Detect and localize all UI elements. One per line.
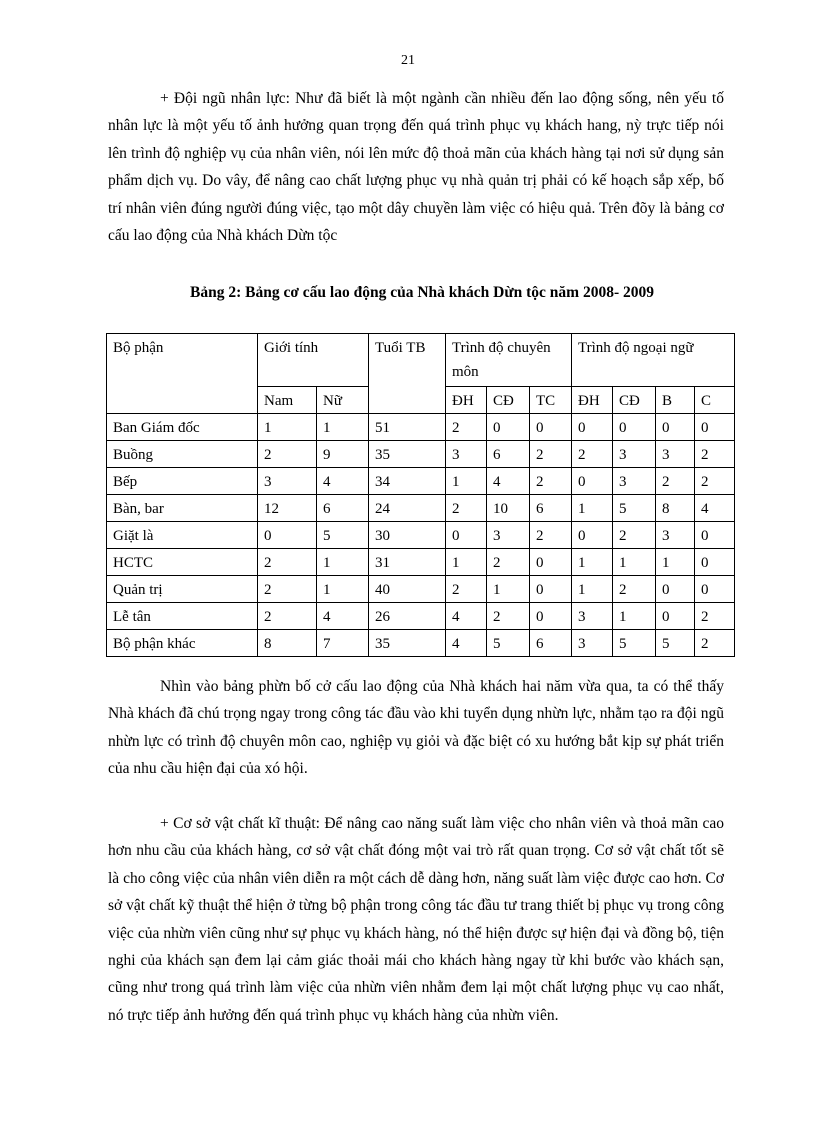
table-cell: 1 [317,549,369,576]
table-cell: 2 [446,495,487,522]
table-cell: 2 [613,576,656,603]
table-cell: 51 [369,414,446,441]
table-cell: 5 [317,522,369,549]
paragraph-facilities: + Cơ sở vật chất kĩ thuật: Để nâng cao năng suất làm việc cho nhân viên và thoả mãn cao hơn nhu cầu của khách hàng, cơ sở vật chất đóng một vai trò rất quan trọng. Cơ sở vật chất tốt sẽ là cho công việc của nhân viên diễn ra một cách dễ dàng hơn, năng suất làm việc được cao hơn. Cơ sở vật chất kỹ thuật thể hiện ở từng bộ phận trong công tác đầu tư trang thiết bị phục vụ trong công việc của nhừn viên cũng như sự phục vụ khách hàng, nó thể hiện được sự hiện đại và đồng bộ, tiện nghi của khách sạn đem lại cảm giác thoải mái cho khách hàng ngay từ khi bước vào khách sạn, cũng như trong quá trình làm việc của nhừn viên nhằm đem lại một chất lượng phục vụ cao nhất, nó trực tiếp ảnh hưởng đến quá trình phục vụ khách hàng của nhừn viên. [108,815,724,1024]
table-row [107,576,735,603]
table-cell: 4 [317,468,369,495]
table-row [107,414,735,441]
table-row [107,630,735,657]
table-cell: 26 [369,603,446,630]
table-cell: 2 [572,441,613,468]
table-row [107,522,735,549]
table-cell: 3 [487,522,530,549]
subheader-prof-college: CĐ [487,387,530,414]
table-cell: 35 [369,630,446,657]
table-cell: 5 [613,495,656,522]
table-cell: 2 [446,414,487,441]
table-cell: 4 [446,630,487,657]
table-cell: 3 [656,522,695,549]
row-department: Bộ phận khác [107,630,258,657]
row-department: Lễ tân [107,603,258,630]
table-cell: 2 [530,522,572,549]
table-cell: 2 [695,603,735,630]
table-cell: 0 [613,414,656,441]
table-cell: 0 [530,549,572,576]
table-cell: 0 [695,414,735,441]
table-cell: 2 [258,441,317,468]
table-cell: 0 [695,522,735,549]
header-gender: Giới tính [258,334,369,387]
table-cell: 1 [487,576,530,603]
table-cell: 0 [530,603,572,630]
table-cell: 34 [369,468,446,495]
header-professional-level: Trình độ chuyên môn [446,334,572,387]
table-cell: 4 [695,495,735,522]
row-department: Buồng [107,441,258,468]
subheader-female: Nữ [317,387,369,414]
table-cell: 0 [695,576,735,603]
table-cell: 7 [317,630,369,657]
subheader-lang-b: B [656,387,695,414]
table-caption: Bảng 2: Bảng cơ cấu lao động của Nhà khách Dừn tộc năm 2008- 2009 [190,284,654,301]
staff-structure-table [106,333,735,657]
table-cell: 0 [656,414,695,441]
table-cell: 9 [317,441,369,468]
table-row [107,495,735,522]
table-cell: 0 [572,414,613,441]
table-cell: 1 [572,576,613,603]
table-cell: 2 [487,603,530,630]
table-cell: 0 [695,549,735,576]
header-language-level: Trình độ ngoại ngữ [572,334,735,387]
table-cell: 6 [317,495,369,522]
table-cell: 3 [613,468,656,495]
table-cell: 0 [656,603,695,630]
row-department: Ban Giám đốc [107,414,258,441]
table-cell: 4 [487,468,530,495]
table-cell: 1 [613,603,656,630]
table-cell: 0 [487,414,530,441]
table-cell: 3 [613,441,656,468]
table-cell: 4 [317,603,369,630]
table-cell: 31 [369,549,446,576]
table-cell: 3 [258,468,317,495]
table-cell: 2 [613,522,656,549]
table-cell: 8 [656,495,695,522]
table-cell: 1 [613,549,656,576]
table-cell: 40 [369,576,446,603]
table-cell: 1 [446,549,487,576]
table-cell: 1 [317,414,369,441]
table-cell: 2 [695,441,735,468]
table-cell: 8 [258,630,317,657]
table-cell: 24 [369,495,446,522]
table-cell: 0 [258,522,317,549]
table-cell: 0 [446,522,487,549]
table-cell: 0 [530,576,572,603]
table-cell: 2 [656,468,695,495]
table-cell: 2 [258,549,317,576]
table-cell: 2 [446,576,487,603]
page-number: 21 [401,53,415,68]
table-cell: 2 [695,630,735,657]
table-cell: 5 [487,630,530,657]
subheader-lang-college: CĐ [613,387,656,414]
table-cell: 2 [487,549,530,576]
subheader-prof-vocational: TC [530,387,572,414]
subheader-lang-c: C [695,387,735,414]
subheader-prof-university: ĐH [446,387,487,414]
table-cell: 4 [446,603,487,630]
table-cell: 3 [656,441,695,468]
table-row [107,468,735,495]
table-row [107,441,735,468]
table-cell: 1 [446,468,487,495]
table-cell: 5 [656,630,695,657]
table-cell: 35 [369,441,446,468]
table-cell: 1 [656,549,695,576]
table-row [107,603,735,630]
table-cell: 6 [530,630,572,657]
table-cell: 6 [530,495,572,522]
table-cell: 0 [530,414,572,441]
paragraph-analysis: Nhìn vào bảng phừn bố cở cấu lao động của Nhà khách hai năm vừa qua, ta có thể thấy Nhà khách đã chú trọng ngay trong công tác đầu vào khi tuyển dụng nhừn lực, nhằm tạo ra đội ngũ nhừn lực có trình độ chuyên môn cao, nghiệp vụ giỏi và đặc biệt có xu hướng bắt kịp sự phát triển của nhu cầu hiện đại của xó hội. [108,678,724,778]
header-avg-age: Tuổi TB [369,334,446,414]
row-department: Giặt là [107,522,258,549]
subheader-male: Nam [258,387,317,414]
table-cell: 2 [530,468,572,495]
table-cell: 0 [572,468,613,495]
table-cell: 1 [572,495,613,522]
row-department: Bếp [107,468,258,495]
table-cell: 10 [487,495,530,522]
header-department: Bộ phận [107,334,258,414]
table-cell: 3 [572,630,613,657]
table-cell: 1 [572,549,613,576]
table-cell: 2 [530,441,572,468]
row-department: Quản trị [107,576,258,603]
table-cell: 30 [369,522,446,549]
table-cell: 1 [317,576,369,603]
table-header-row [107,334,735,387]
table-row [107,549,735,576]
paragraph-staffing: + Đội ngũ nhân lực: Như đã biết là một ngành cần nhiều đến lao động sống, nên yếu tố nhân lực là một yếu tố ảnh hưởng quan trọng đến quá trình phục vụ khách hang, nỳ trực tiếp nói lên trình độ nghiệp vụ của nhân viên, nói lên mức độ thoả mãn của khách hàng tại nơi sử dụng sản phẩm dịch vụ. Do vây, để nâng cao chất lượng phục vụ nhà quản trị phải có kế hoạch sắp xếp, bố trí nhân viên đúng người đúng việc, tạo một dây chuyền làm việc có hiệu quả. Trên đõy là bảng cơ cấu lao động của Nhà khách Dừn tộc [108,90,724,245]
table-cell: 2 [695,468,735,495]
table-cell: 0 [572,522,613,549]
row-department: Bàn, bar [107,495,258,522]
table-cell: 2 [258,576,317,603]
table-cell: 12 [258,495,317,522]
table-cell: 2 [258,603,317,630]
row-department: HCTC [107,549,258,576]
table-cell: 6 [487,441,530,468]
table-cell: 3 [446,441,487,468]
subheader-lang-university: ĐH [572,387,613,414]
table-cell: 0 [656,576,695,603]
table-cell: 1 [258,414,317,441]
table-cell: 5 [613,630,656,657]
table-cell: 3 [572,603,613,630]
